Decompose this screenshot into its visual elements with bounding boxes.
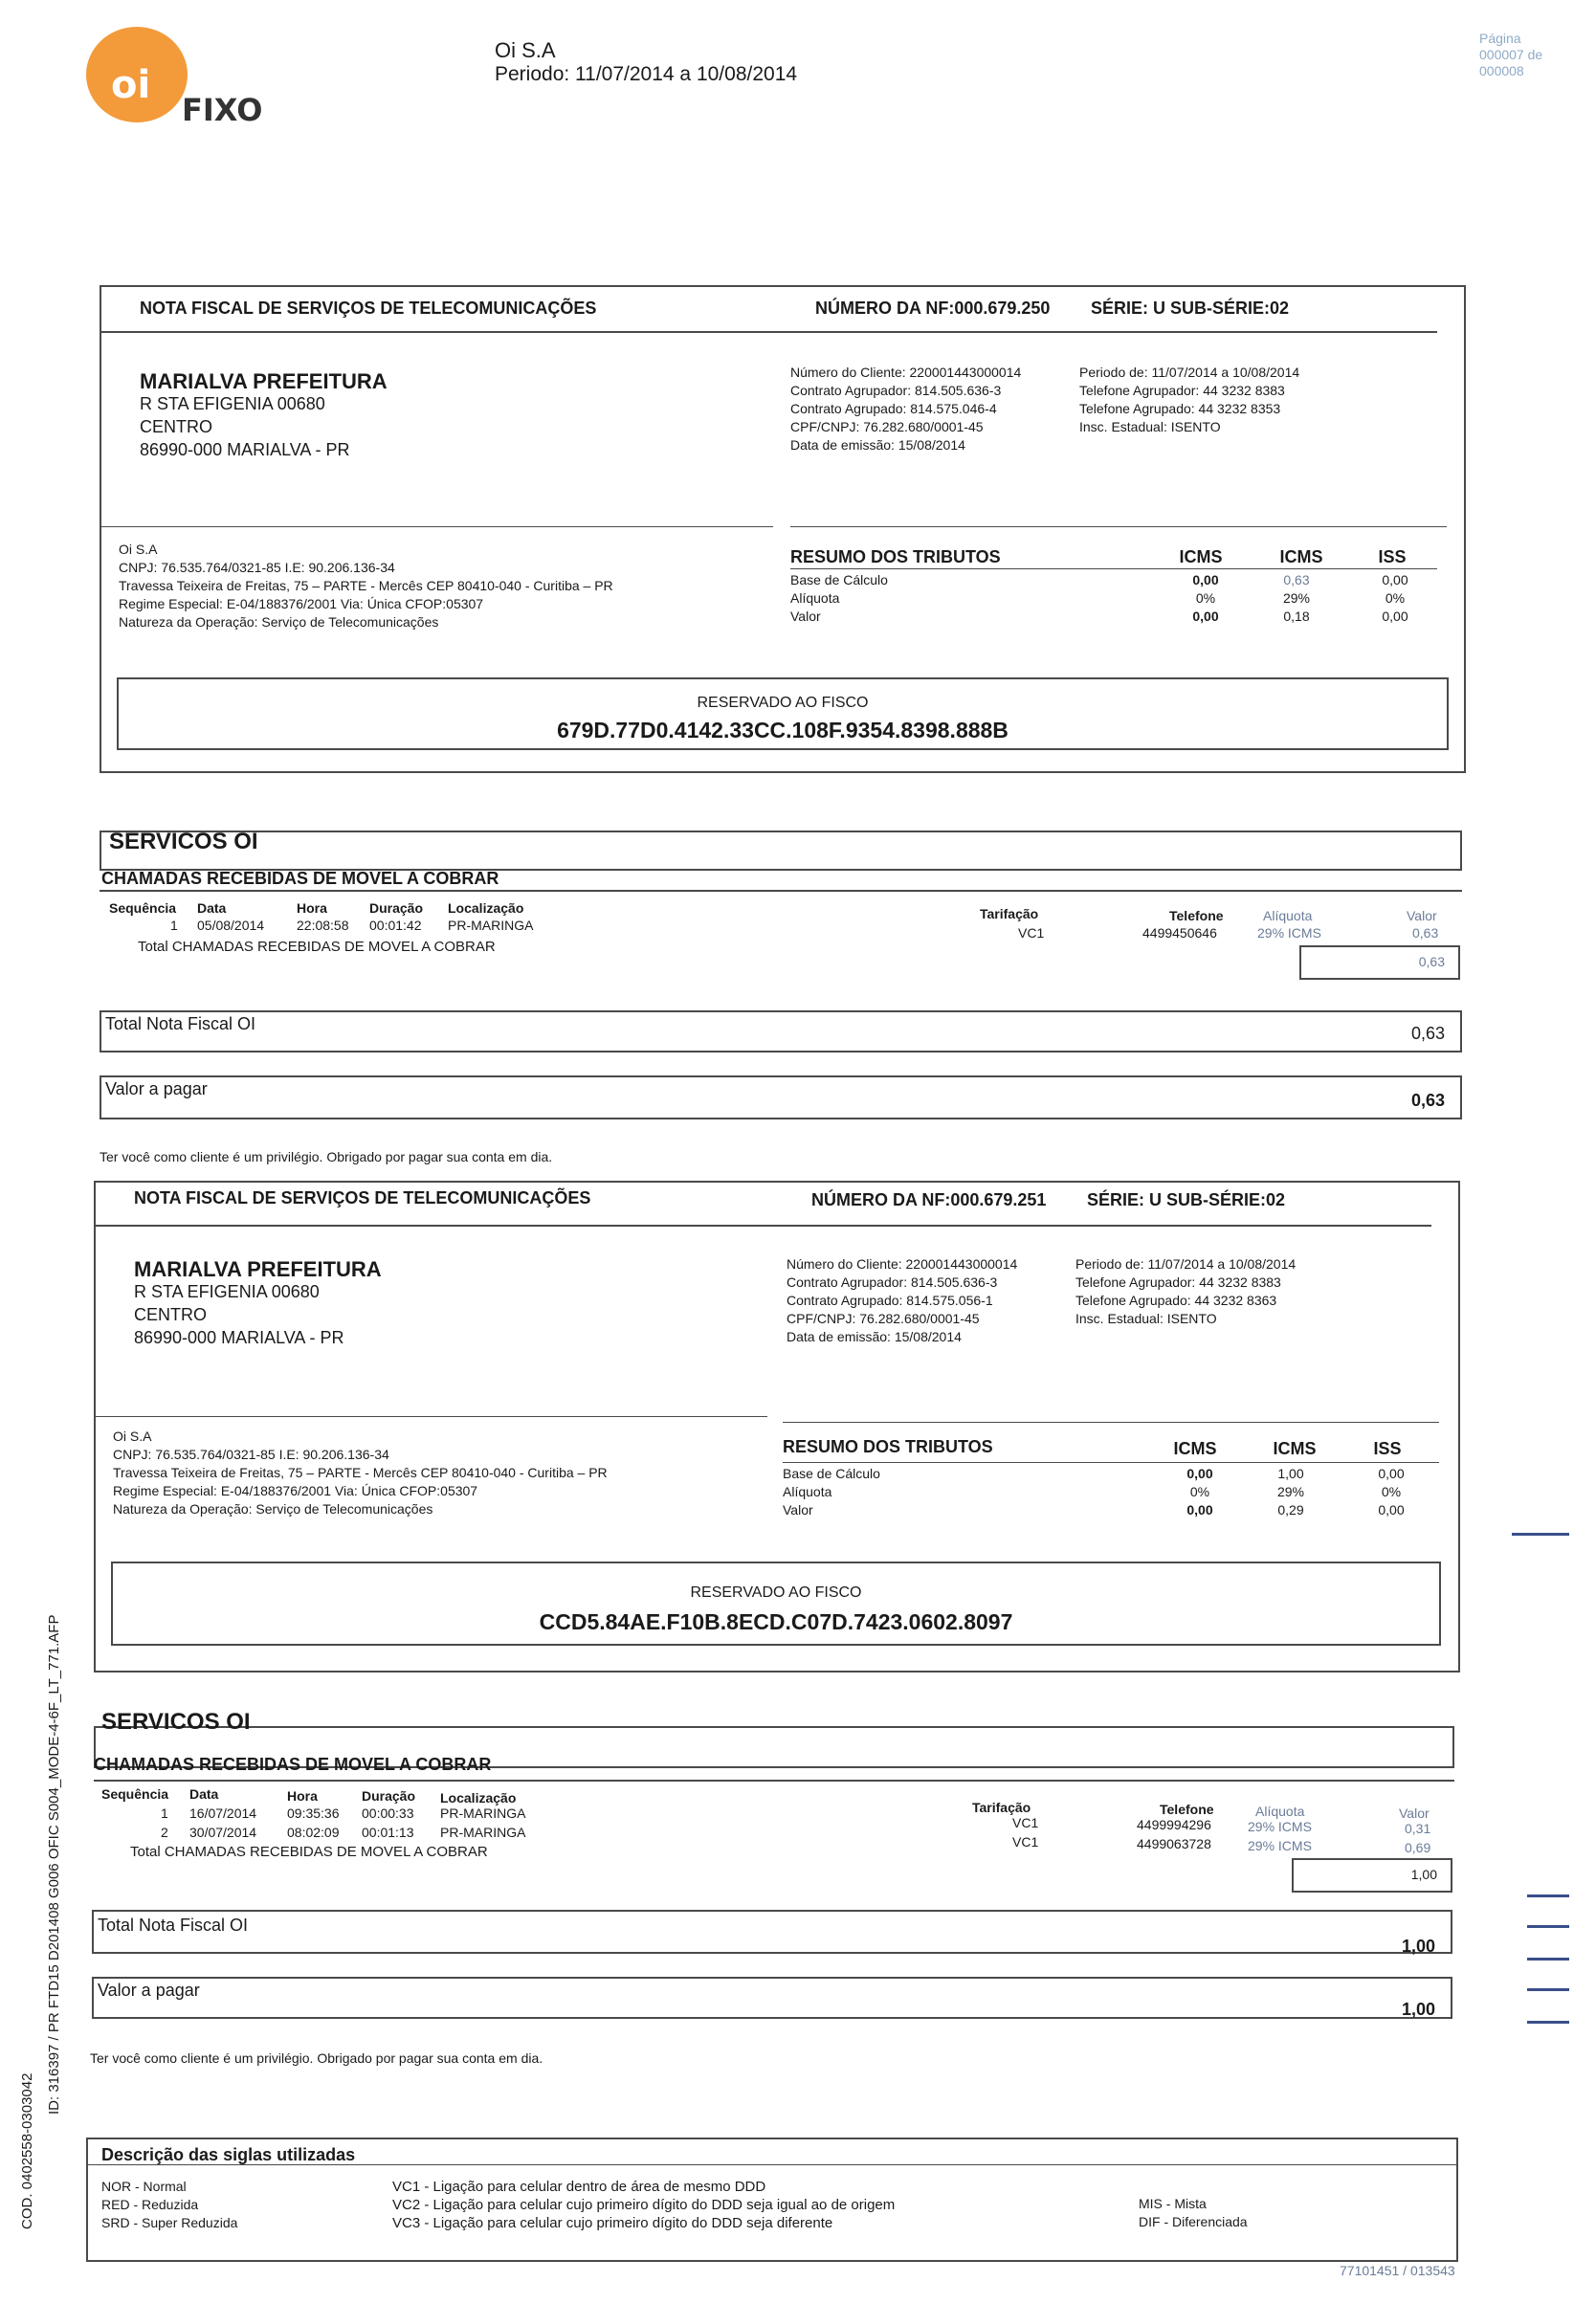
tax-row bbox=[783, 1482, 1439, 1500]
state-registration: Insc. Estadual: ISENTO bbox=[1079, 419, 1221, 434]
col-date: Data bbox=[197, 900, 227, 916]
call-location: PR-MARINGA bbox=[440, 1825, 526, 1840]
invoice-1-customer-district: CENTRO bbox=[140, 417, 212, 436]
invoice-1-tax-title: RESUMO DOS TRIBUTOS bbox=[790, 547, 1001, 566]
invoice-1-customer-address: R STA EFIGENIA 00680 bbox=[140, 394, 325, 413]
call-time: 08:02:09 bbox=[287, 1825, 340, 1840]
phone-agrupado: Telefone Agrupado: 44 3232 8363 bbox=[1075, 1293, 1277, 1308]
margin-mark bbox=[1527, 1894, 1569, 1897]
tax-value: 0,63 bbox=[1283, 571, 1310, 587]
legend-col-tariff-types bbox=[101, 2178, 237, 2232]
tax-value: 0,00 bbox=[1382, 608, 1408, 624]
legend-title: Descrição das siglas utilizadas bbox=[101, 2145, 356, 2164]
invoice-2-pay-value: 1,00 bbox=[1401, 2000, 1435, 2019]
tax-col-iss: ISS bbox=[1378, 547, 1407, 566]
issuer-cnpj: CNPJ: 76.535.764/0321-85 I.E: 90.206.136-34 bbox=[113, 1447, 389, 1462]
call-tariff: VC1 bbox=[1018, 925, 1045, 941]
invoice-2-divider-right bbox=[783, 1422, 1439, 1423]
customer-cnpj: CPF/CNPJ: 76.282.680/0001-45 bbox=[790, 419, 984, 434]
col-seq: Sequência bbox=[101, 1786, 169, 1802]
contract-agrupador: Contrato Agrupador: 814.505.636-3 bbox=[787, 1274, 998, 1290]
invoice-1-title: NOTA FISCAL DE SERVIÇOS DE TELECOMUNICAÇÕES bbox=[140, 299, 597, 318]
contract-agrupado: Contrato Agrupado: 814.575.056-1 bbox=[787, 1293, 993, 1308]
client-number: Número do Cliente: 220001443000014 bbox=[787, 1256, 1018, 1272]
call-rate: 29% ICMS bbox=[1248, 1819, 1312, 1834]
col-phone: Telefone bbox=[1160, 1802, 1214, 1817]
legend-rule bbox=[86, 2164, 1458, 2165]
tax-value: 0,00 bbox=[1382, 571, 1408, 587]
issuer-regime: Regime Especial: E-04/188376/2001 Via: Única CFOP:05307 bbox=[113, 1483, 478, 1498]
call-time: 09:35:36 bbox=[287, 1806, 340, 1821]
invoice-2-total-box bbox=[92, 1910, 1452, 1954]
billing-period: Periodo de: 11/07/2014 a 10/08/2014 bbox=[1079, 365, 1300, 380]
margin-mark bbox=[1512, 1533, 1569, 1536]
tax-value: 0,00 bbox=[1186, 1465, 1213, 1481]
call-time: 22:08:58 bbox=[297, 918, 349, 933]
issuer-nature: Natureza da Operação: Serviço de Telecomunicações bbox=[113, 1501, 433, 1517]
invoice-1-pay-label: Valor a pagar bbox=[105, 1079, 208, 1098]
invoice-2-pay-box bbox=[92, 1977, 1452, 2019]
tax-col-icms-2: ICMS bbox=[1273, 1439, 1317, 1458]
invoice-1-phone-info bbox=[1079, 364, 1299, 436]
invoice-2-nf-number: NÚMERO DA NF:000.679.251 bbox=[811, 1190, 1047, 1209]
issuer-name: Oi S.A bbox=[113, 1429, 152, 1444]
call-phone: 4499063728 bbox=[1137, 1836, 1211, 1851]
invoice-1-client-info bbox=[790, 364, 1021, 454]
invoice-2-customer-address: R STA EFIGENIA 00680 bbox=[134, 1282, 320, 1301]
tax-row bbox=[790, 588, 1441, 607]
margin-mark bbox=[1527, 1958, 1569, 1961]
issuer-nature: Natureza da Operação: Serviço de Telecomunicações bbox=[119, 614, 439, 630]
call-seq: 1 bbox=[161, 1806, 168, 1821]
page-number: 000007 de bbox=[1479, 47, 1543, 62]
invoice-1-pay-value: 0,63 bbox=[1410, 1091, 1445, 1110]
legend-item: NOR - Normal bbox=[101, 2179, 187, 2194]
tax-value: 0,29 bbox=[1277, 1501, 1304, 1518]
legend-item: RED - Reduzida bbox=[101, 2197, 199, 2212]
contract-agrupado: Contrato Agrupado: 814.575.046-4 bbox=[790, 401, 997, 416]
invoice-2-customer-name: MARIALVA PREFEITURA bbox=[134, 1257, 382, 1281]
call-seq: 1 bbox=[170, 918, 178, 933]
invoice-1-services-title: SERVICOS OI bbox=[109, 829, 258, 854]
call-date: 16/07/2014 bbox=[189, 1806, 257, 1821]
invoice-1-pay-box bbox=[100, 1075, 1462, 1119]
invoice-1-customer-city: 86990-000 MARIALVA - PR bbox=[140, 440, 350, 459]
col-date: Data bbox=[189, 1786, 219, 1802]
invoice-2-client-info bbox=[787, 1255, 1017, 1346]
invoice-1-services-box bbox=[100, 831, 1462, 871]
tax-row bbox=[790, 607, 1441, 625]
tax-col-icms-2: ICMS bbox=[1279, 547, 1323, 566]
invoice-1-tax-rule bbox=[790, 568, 1437, 569]
fixo-label: FIXO bbox=[182, 92, 263, 128]
page-total: 000008 bbox=[1479, 63, 1524, 78]
legend-item: VC3 - Ligação para celular cujo primeiro dígito do DDD seja diferente bbox=[392, 2215, 833, 2231]
invoice-1-title-rule bbox=[100, 331, 1437, 333]
legend-col-call-types bbox=[392, 2178, 895, 2232]
phone-agrupado: Telefone Agrupado: 44 3232 8353 bbox=[1079, 401, 1281, 416]
invoice-2-customer-city: 86990-000 MARIALVA - PR bbox=[134, 1328, 344, 1347]
client-number: Número do Cliente: 220001443000014 bbox=[790, 365, 1022, 380]
invoice-2-calls-rule bbox=[94, 1780, 1454, 1782]
call-rate: 29% ICMS bbox=[1248, 1838, 1312, 1853]
invoice-1-calls-rule bbox=[100, 890, 1462, 892]
call-value: 0,63 bbox=[1412, 925, 1439, 941]
invoice-2-phone-info bbox=[1075, 1255, 1296, 1328]
call-rate: 29% ICMS bbox=[1257, 925, 1321, 941]
customer-cnpj: CPF/CNPJ: 76.282.680/0001-45 bbox=[787, 1311, 980, 1326]
margin-mark bbox=[1527, 2021, 1569, 2024]
invoice-1-customer-name: MARIALVA PREFEITURA bbox=[140, 369, 388, 393]
phone-agrupador: Telefone Agrupador: 44 3232 8383 bbox=[1075, 1274, 1281, 1290]
invoice-2-total-value: 1,00 bbox=[1401, 1937, 1435, 1956]
state-registration: Insc. Estadual: ISENTO bbox=[1075, 1311, 1217, 1326]
tax-col-iss: ISS bbox=[1373, 1439, 1402, 1458]
tax-value: 0,18 bbox=[1283, 608, 1310, 624]
tax-label: Base de Cálculo bbox=[790, 571, 888, 587]
tax-col-icms-1: ICMS bbox=[1179, 547, 1223, 566]
invoice-1-total-box bbox=[100, 1010, 1462, 1052]
issue-date: Data de emissão: 15/08/2014 bbox=[790, 437, 965, 453]
invoice-2-tax-rule bbox=[783, 1462, 1439, 1463]
invoice-1-fisco-code: 679D.77D0.4142.33CC.108F.9354.8398.888B bbox=[557, 718, 1009, 742]
invoice-1-fisco-label: RESERVADO AO FISCO bbox=[697, 695, 869, 711]
margin-mark bbox=[1527, 1988, 1569, 1991]
page-label: Página bbox=[1479, 31, 1521, 46]
invoice-2-title: NOTA FISCAL DE SERVIÇOS DE TELECOMUNICAÇÕES bbox=[134, 1188, 591, 1207]
invoice-2-issuer-block bbox=[113, 1428, 608, 1518]
invoice-2-calls-title: CHAMADAS RECEBIDAS DE MOVEL A COBRAR bbox=[94, 1755, 492, 1774]
invoice-2-divider-left bbox=[94, 1416, 767, 1417]
invoice-1-serie: SÉRIE: U SUB-SÉRIE:02 bbox=[1091, 299, 1290, 318]
tax-value: 0% bbox=[1381, 1483, 1402, 1499]
col-duration: Duração bbox=[369, 900, 424, 916]
invoice-1-total-label: Total Nota Fiscal OI bbox=[105, 1014, 256, 1033]
call-date: 05/08/2014 bbox=[197, 918, 265, 933]
phone-agrupador: Telefone Agrupador: 44 3232 8383 bbox=[1079, 383, 1285, 398]
invoice-2-pay-label: Valor a pagar bbox=[98, 1981, 200, 2000]
invoice-2-fisco-label: RESERVADO AO FISCO bbox=[690, 1584, 862, 1601]
issuer-address: Travessa Teixeira de Freitas, 75 – PARTE - Mercês CEP 80410-040 - Curitiba – PR bbox=[119, 578, 613, 593]
invoice-1-divider-left bbox=[100, 526, 773, 527]
tax-value: 0,00 bbox=[1192, 608, 1219, 624]
issuer-name: Oi S.A bbox=[119, 542, 158, 557]
call-phone: 4499994296 bbox=[1137, 1817, 1211, 1832]
col-rate: Alíquota bbox=[1255, 1804, 1305, 1819]
invoice-2-calls-total-label: Total CHAMADAS RECEBIDAS DE MOVEL A COBRAR bbox=[130, 1844, 488, 1860]
col-location: Localização bbox=[440, 1790, 517, 1806]
call-row bbox=[109, 917, 1458, 941]
invoice-1-total-value: 0,63 bbox=[1410, 1024, 1445, 1043]
billing-period: Periodo de: 11/07/2014 a 10/08/2014 bbox=[1075, 1256, 1297, 1272]
tax-label: Alíquota bbox=[790, 589, 840, 606]
tax-value: 0% bbox=[1195, 589, 1216, 606]
tax-value: 29% bbox=[1276, 1483, 1305, 1499]
side-code-1: COD. 0402558-0303042 bbox=[19, 2072, 35, 2229]
footer-code: 77101451 / 013543 bbox=[1340, 2263, 1455, 2278]
invoice-2-fisco-code: CCD5.84AE.F10B.8ECD.C07D.7423.0602.8097 bbox=[539, 1609, 1013, 1634]
col-phone: Telefone bbox=[1169, 908, 1224, 923]
issue-date: Data de emissão: 15/08/2014 bbox=[787, 1329, 962, 1344]
invoice-2-tax-title: RESUMO DOS TRIBUTOS bbox=[783, 1437, 993, 1456]
header-period: Periodo: 11/07/2014 a 10/08/2014 bbox=[495, 63, 798, 85]
issuer-cnpj: CNPJ: 76.535.764/0321-85 I.E: 90.206.136-34 bbox=[119, 560, 395, 575]
tax-label: Alíquota bbox=[783, 1483, 832, 1499]
call-location: PR-MARINGA bbox=[448, 918, 534, 933]
tax-value: 0% bbox=[1385, 589, 1406, 606]
invoice-1-calls-title: CHAMADAS RECEBIDAS DE MOVEL A COBRAR bbox=[101, 869, 499, 888]
invoice-2-serie: SÉRIE: U SUB-SÉRIE:02 bbox=[1087, 1190, 1286, 1209]
tax-col-icms-1: ICMS bbox=[1173, 1439, 1217, 1458]
invoice-1-divider-right bbox=[790, 526, 1447, 527]
tax-label: Valor bbox=[790, 608, 821, 624]
legend-item: VC2 - Ligação para celular cujo primeiro dígito do DDD seja igual ao de origem bbox=[392, 2197, 896, 2213]
col-location: Localização bbox=[448, 900, 524, 916]
col-tariff: Tarifação bbox=[980, 906, 1039, 921]
legend-item: SRD - Super Reduzida bbox=[101, 2215, 238, 2230]
invoice-1-tax-table bbox=[790, 570, 1441, 625]
col-tariff: Tarifação bbox=[972, 1800, 1031, 1815]
call-tariff: VC1 bbox=[1012, 1834, 1039, 1850]
page-indicator bbox=[1479, 31, 1585, 79]
invoice-1-thanks: Ter você como cliente é um privilégio. Obrigado por pagar sua conta em dia. bbox=[100, 1149, 553, 1164]
col-seq: Sequência bbox=[109, 900, 177, 916]
oi-logo-text: oi bbox=[111, 63, 151, 107]
legend-col-other bbox=[1139, 2195, 1248, 2231]
call-duration: 00:01:13 bbox=[362, 1825, 414, 1840]
contract-agrupador: Contrato Agrupador: 814.505.636-3 bbox=[790, 383, 1002, 398]
invoice-2-tax-table bbox=[783, 1464, 1439, 1518]
invoice-1-nf-number: NÚMERO DA NF:000.679.250 bbox=[815, 299, 1051, 318]
col-value: Valor bbox=[1407, 908, 1437, 923]
col-time: Hora bbox=[297, 900, 327, 916]
tax-row bbox=[790, 570, 1441, 588]
legend-item: DIF - Diferenciada bbox=[1139, 2214, 1248, 2229]
col-rate: Alíquota bbox=[1263, 908, 1313, 923]
tax-value: 0,00 bbox=[1378, 1465, 1405, 1481]
header-company: Oi S.A bbox=[495, 38, 556, 62]
tax-row bbox=[783, 1500, 1439, 1518]
invoice-2-customer-district: CENTRO bbox=[134, 1305, 207, 1324]
col-time: Hora bbox=[287, 1788, 318, 1804]
invoice-2-thanks: Ter você como cliente é um privilégio. Obrigado por pagar sua conta em dia. bbox=[90, 2050, 543, 2066]
call-value: 0,31 bbox=[1405, 1821, 1431, 1836]
tax-label: Valor bbox=[783, 1501, 813, 1518]
tax-row bbox=[783, 1464, 1439, 1482]
col-value: Valor bbox=[1399, 1806, 1430, 1821]
invoice-1-issuer-block bbox=[119, 541, 613, 631]
invoice-2-calls-total: 1,00 bbox=[1410, 1867, 1437, 1882]
invoice-2-title-rule bbox=[94, 1225, 1431, 1227]
tax-value: 0,00 bbox=[1192, 571, 1219, 587]
issuer-regime: Regime Especial: E-04/188376/2001 Via: Única CFOP:05307 bbox=[119, 596, 484, 611]
legend-item: VC1 - Ligação para celular dentro de área de mesmo DDD bbox=[392, 2179, 766, 2195]
invoice-2-total-label: Total Nota Fiscal OI bbox=[98, 1916, 249, 1935]
tax-value: 1,00 bbox=[1277, 1465, 1304, 1481]
call-phone: 4499450646 bbox=[1142, 925, 1217, 941]
call-seq: 2 bbox=[161, 1825, 168, 1840]
tax-value: 0,00 bbox=[1378, 1501, 1405, 1518]
col-duration: Duração bbox=[362, 1788, 416, 1804]
issuer-address: Travessa Teixeira de Freitas, 75 – PARTE - Mercês CEP 80410-040 - Curitiba – PR bbox=[113, 1465, 608, 1480]
legend-item: MIS - Mista bbox=[1139, 2196, 1207, 2211]
call-tariff: VC1 bbox=[1012, 1815, 1039, 1830]
call-value: 0,69 bbox=[1405, 1840, 1431, 1855]
call-location: PR-MARINGA bbox=[440, 1806, 526, 1821]
invoice-1-calls-total: 0,63 bbox=[1418, 954, 1445, 969]
invoice-1-calls-total-label: Total CHAMADAS RECEBIDAS DE MOVEL A COBRAR bbox=[138, 939, 496, 955]
call-date: 30/07/2014 bbox=[189, 1825, 257, 1840]
call-duration: 00:01:42 bbox=[369, 918, 422, 933]
side-code-2: ID: 316397 / PR FTD15 D201408 G006 OFIC S004_MODE-4-6F_LT_771.AFP bbox=[46, 1614, 62, 2115]
tax-value: 29% bbox=[1282, 589, 1311, 606]
margin-mark bbox=[1527, 1925, 1569, 1928]
tax-value: 0% bbox=[1189, 1483, 1210, 1499]
invoice-2-services-title: SERVICOS OI bbox=[101, 1709, 251, 1735]
call-duration: 00:00:33 bbox=[362, 1806, 414, 1821]
tax-value: 0,00 bbox=[1186, 1501, 1213, 1518]
tax-label: Base de Cálculo bbox=[783, 1465, 880, 1481]
